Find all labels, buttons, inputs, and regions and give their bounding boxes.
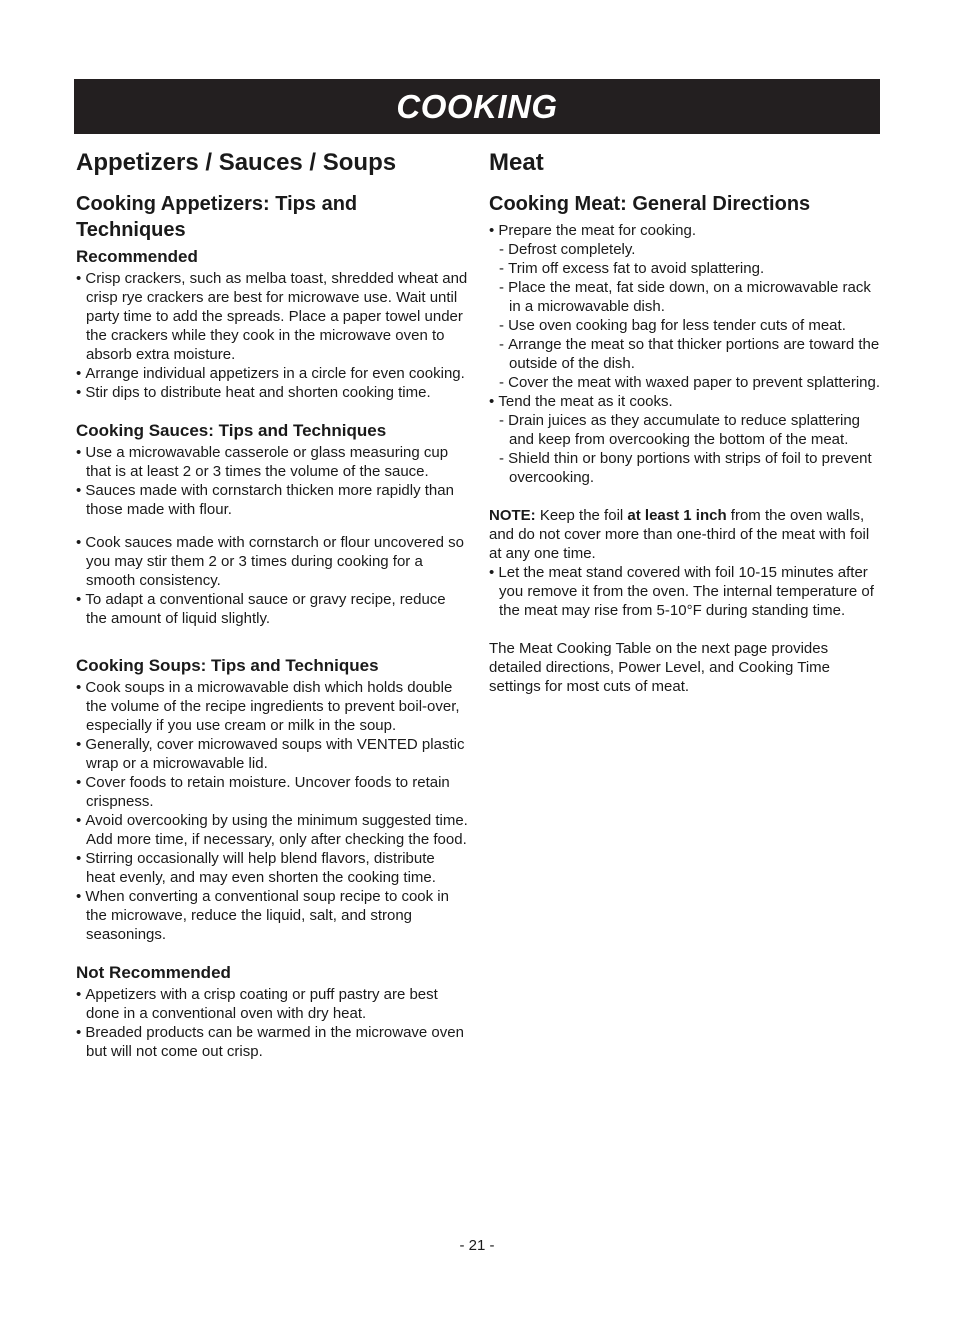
page-header-title: COOKING (396, 87, 558, 125)
sauces-list-a (76, 443, 468, 519)
list-item: • Cook sauces made with cornstarch or flour uncovered so you may stir them 2 or 3 times during cooking for a smooth consistency. (76, 533, 468, 590)
sauces-list-b (76, 533, 468, 628)
list-item: • Generally, cover microwaved soups with VENTED plastic wrap or a microwavable lid. (76, 735, 468, 773)
meat-table-reference: The Meat Cooking Table on the next page provides detailed directions, Power Level, and Cooking Time settings for most cuts of meat. (489, 640, 831, 695)
recommended-heading: Recommended (76, 247, 198, 266)
list-item: - Defrost completely. (489, 240, 884, 259)
soups-heading: Cooking Soups: Tips and Techniques (76, 656, 379, 675)
list-item: - Arrange the meat so that thicker portions are toward the outside of the dish. (489, 335, 884, 373)
note-text-pre: Keep the foil (535, 507, 628, 524)
list-item: - Shield thin or bony portions with strips of foil to prevent overcooking. (489, 449, 884, 487)
list-item: • Tend the meat as it cooks. (489, 392, 884, 411)
list-item: • Appetizers with a crisp coating or puff pastry are best done in a conventional oven with dry heat. (76, 985, 468, 1023)
appetizers-recommended-list (76, 269, 468, 402)
section-title-appetizers-sauces-soups: Appetizers / Sauces / Soups (76, 149, 397, 176)
appetizers-heading: Cooking Appetizers: Tips and Techniques (76, 193, 358, 241)
left-column (76, 148, 468, 1061)
list-item: • Avoid overcooking by using the minimum suggested time. Add more time, if necessary, only after checking the food. (76, 811, 468, 849)
list-item: • Let the meat stand covered with foil 10-15 minutes after you remove it from the oven. The internal temperature of the meat may rise from 5-10°F during standing time. (489, 563, 884, 620)
list-item: - Drain juices as they accumulate to reduce splattering and keep from overcooking the bottom of the meat. (489, 411, 884, 449)
page-number: - 21 - (459, 1237, 495, 1254)
note-text-bold: at least 1 inch (627, 507, 727, 524)
list-item: - Use oven cooking bag for less tender cuts of meat. (489, 316, 884, 335)
note-text-post: from the oven walls, and do not cover more than one-third of the meat with foil at any one time. (489, 507, 870, 562)
list-item: • Breaded products can be warmed in the microwave oven but will not come out crisp. (76, 1023, 468, 1061)
soups-list (76, 678, 468, 944)
list-item: • Stirring occasionally will help blend flavors, distribute heat evenly, and may even shorten the cooking time. (76, 849, 468, 887)
list-item: - Place the meat, fat side down, on a microwavable rack in a microwavable dish. (489, 278, 884, 316)
list-item: • Arrange individual appetizers in a circle for even cooking. (76, 364, 468, 383)
page-header-banner (74, 79, 880, 134)
list-item: • Prepare the meat for cooking. (489, 221, 884, 240)
list-item: • When converting a conventional soup recipe to cook in the microwave, reduce the liquid, salt, and strong seasonings. (76, 887, 468, 944)
list-item: • Stir dips to distribute heat and shorten cooking time. (76, 383, 468, 402)
list-item: • To adapt a conventional sauce or gravy recipe, reduce the amount of liquid slightly. (76, 590, 468, 628)
list-item: - Trim off excess fat to avoid splattering. (489, 259, 884, 278)
list-item: • Use a microwavable casserole or glass measuring cup that is at least 2 or 3 times the volume of the sauce. (76, 443, 468, 481)
list-item: - Cover the meat with waxed paper to prevent splattering. (489, 373, 884, 392)
list-item: • Crisp crackers, such as melba toast, shredded wheat and crisp rye crackers are best for microwave use. Wait until party time to add the spreads. Place a paper towel under the crackers while they cook in the microwave oven to absorb extra moisture. (76, 269, 468, 364)
meat-note (489, 506, 884, 563)
list-item: • Cook soups in a microwavable dish which holds double the volume of the recipe ingredients to prevent boil-over, especially if you use cream or milk in the soup. (76, 678, 468, 735)
list-item: • Sauces made with cornstarch thicken more rapidly than those made with flour. (76, 481, 468, 519)
section-title-meat: Meat (489, 149, 544, 176)
note-label: NOTE: (489, 507, 536, 524)
not-recommended-heading: Not Recommended (76, 963, 231, 982)
meat-directions-list (489, 221, 884, 487)
meat-directions-heading: Cooking Meat: General Directions (489, 193, 811, 215)
right-column (489, 148, 884, 696)
list-item: • Cover foods to retain moisture. Uncover foods to retain crispness. (76, 773, 468, 811)
sauces-heading: Cooking Sauces: Tips and Techniques (76, 421, 387, 440)
not-recommended-list (76, 985, 468, 1061)
meat-stand-list (489, 563, 884, 620)
